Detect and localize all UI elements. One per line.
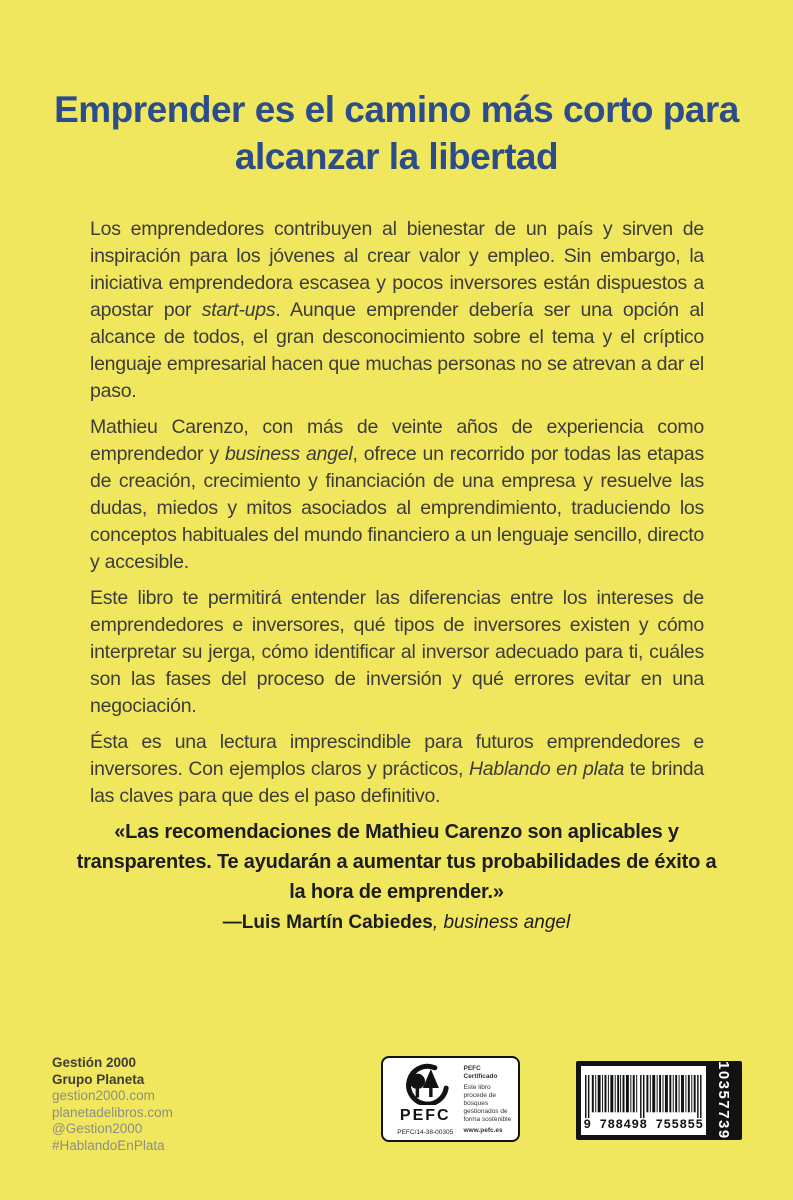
text-segment: Hablando en plata bbox=[468, 758, 625, 780]
headline-section bbox=[0, 86, 793, 180]
barcode-isbn: 9 788498 755855 bbox=[583, 1118, 704, 1133]
text-segment: Ésta es una lectura imprescindible para futuros emprendedores e inversores. Con ejemplos claros y prácticos, bbox=[90, 731, 704, 780]
quote-attribution bbox=[70, 909, 723, 936]
pefc-certified-title: PEFC Certificado bbox=[463, 1065, 498, 1081]
barcode-panel bbox=[581, 1066, 706, 1135]
synopsis-paragraph-1 bbox=[90, 216, 704, 405]
text-segment: te brinda las claves para que des el paso definitivo. bbox=[90, 758, 704, 807]
quote-text: «Las recomendaciones de Mathieu Carenzo son aplicables y transparentes. Te ayudarán a aumentar tus probabilidades de éxito a la hora de emprender.» bbox=[76, 821, 717, 903]
synopsis-section bbox=[90, 216, 704, 819]
pefc-certification-box bbox=[381, 1056, 520, 1142]
endorsement-quote bbox=[70, 817, 723, 936]
pefc-website: www.pefc.es bbox=[463, 1126, 503, 1134]
pefc-logo-column bbox=[389, 1063, 462, 1136]
publisher-imprint: Gestión 2000 bbox=[52, 1055, 137, 1070]
publisher-group: Grupo Planeta bbox=[52, 1071, 145, 1087]
pefc-wordmark: PEFC bbox=[399, 1107, 451, 1125]
text-segment: Mathieu Carenzo, con más de veinte años de experiencia como emprendedor y bbox=[90, 416, 704, 465]
barcode-reference-number: 10357739 bbox=[715, 1061, 732, 1140]
publisher-website-1: gestion2000.com bbox=[52, 1088, 155, 1103]
barcode-box bbox=[576, 1061, 742, 1140]
synopsis-paragraph-4 bbox=[90, 729, 704, 810]
text-segment: Los emprendedores contribuyen al bienestar de un país y sirven de inspiración para los jóvenes al crear valor y empleo. Sin embargo, la iniciativa emprendedora escasea y pocos inversores están dispuestos a apostar por bbox=[90, 218, 704, 321]
text-segment: . Aunque emprender debería ser una opción al alcance de todos, el gran desconocimiento sobre el tema y el críptico lenguaje empresarial hacen que muchas personas no se atrevan a dar el paso. bbox=[90, 299, 705, 402]
pefc-text-column bbox=[462, 1063, 515, 1136]
text-segment: , ofrece un recorrido por todas las etapas de creación, crecimiento y financiación de una empresa y resuelve las dudas, miedos y mitos asociados al emprendimiento, traduciendo los conceptos habituales del mundo financiero a un lenguaje sencillo, directo y accesible. bbox=[90, 443, 704, 573]
text-segment: business angel bbox=[224, 443, 353, 465]
publisher-website-2: planetadelibros.com bbox=[52, 1104, 173, 1120]
synopsis-paragraph-2 bbox=[90, 414, 704, 576]
publisher-social-handle: @Gestion2000 bbox=[52, 1121, 143, 1136]
pefc-trees-icon bbox=[398, 1063, 452, 1105]
barcode-bars-icon bbox=[585, 1075, 702, 1119]
quote-author-role: , business angel bbox=[432, 912, 571, 933]
pefc-claim: Este libro procede de bosques gestionados de forma sostenible bbox=[463, 1083, 512, 1124]
quote-author: —Luis Martín Cabiedes bbox=[222, 912, 433, 933]
pefc-certificate-number: PEFC/14-38-00305 bbox=[397, 1128, 454, 1136]
text-segment: Este libro te permitirá entender las diferencias entre los intereses de emprendedores e inversores, qué tipos de inversores existen y cómo interpretar su jerga, cómo identificar al inversor adecuado para ti, cuáles son las fases del proceso de inversión y qué errores evitar en una negociación. bbox=[90, 587, 704, 717]
synopsis-paragraph-3 bbox=[90, 585, 704, 720]
publisher-hashtag: #HablandoEnPlata bbox=[52, 1137, 165, 1153]
text-segment: start-ups bbox=[201, 299, 276, 321]
headline-title: Emprender es el camino más corto para alcanzar la libertad bbox=[54, 89, 739, 177]
publisher-block bbox=[52, 1055, 173, 1154]
